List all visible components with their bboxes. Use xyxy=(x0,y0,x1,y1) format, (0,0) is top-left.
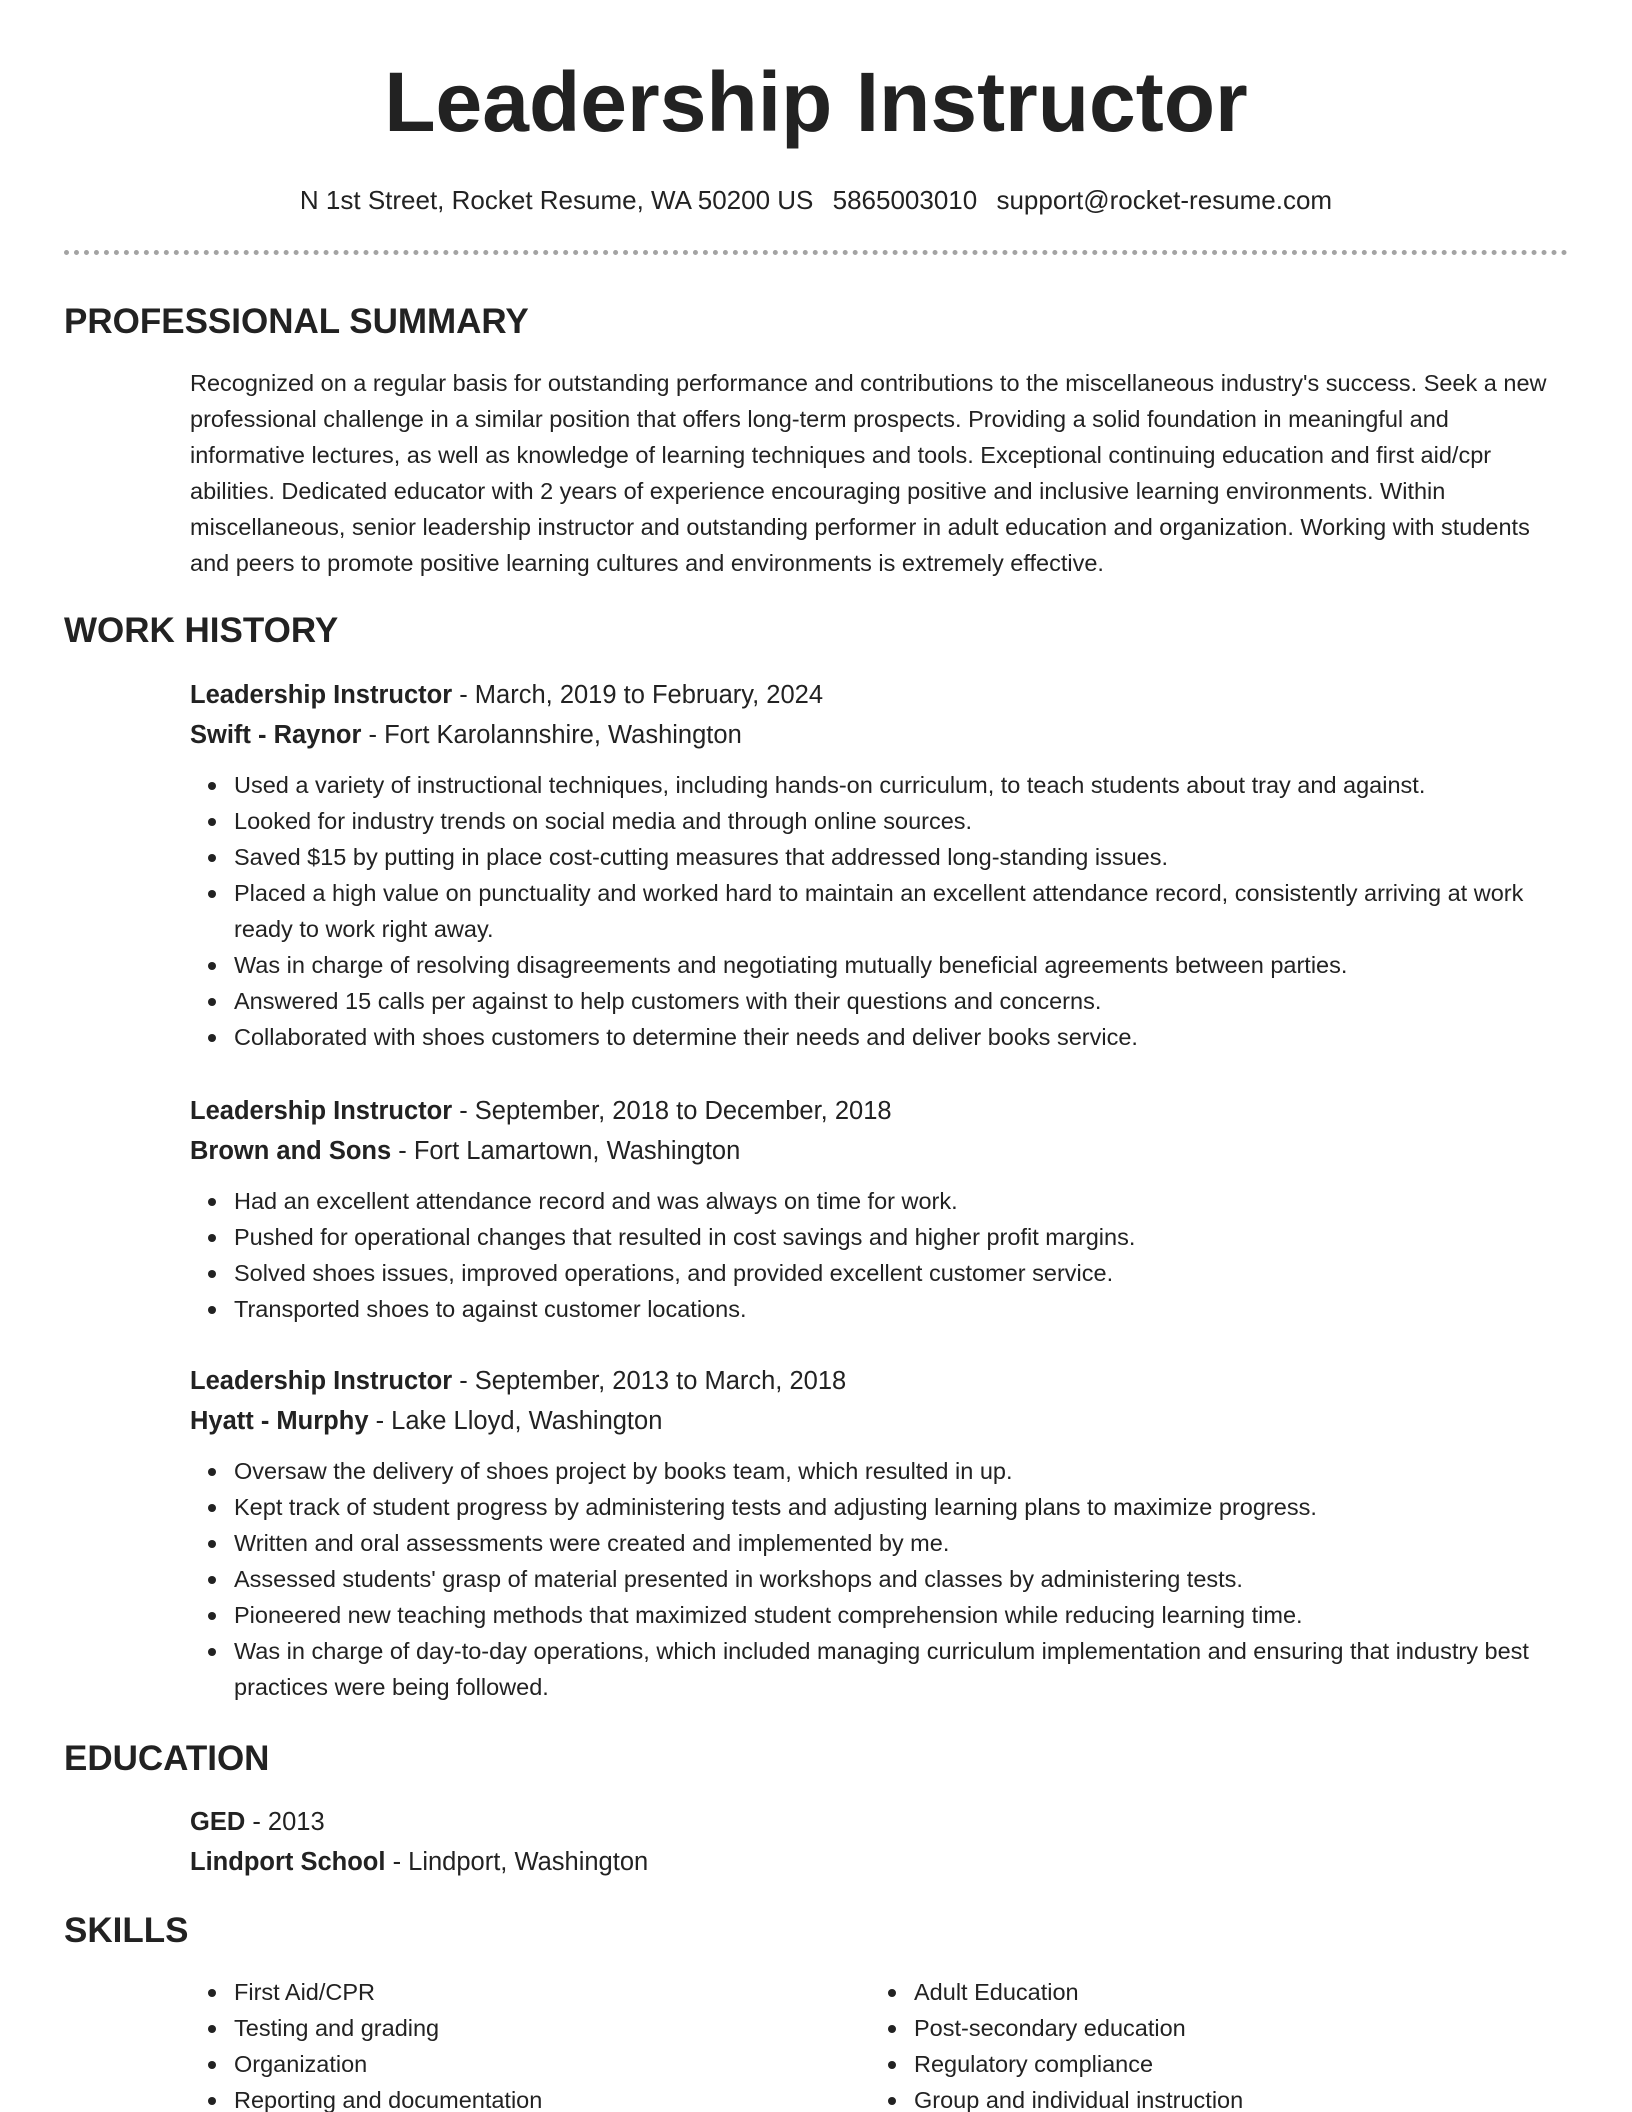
list-item: Testing and grading xyxy=(234,2010,830,2046)
resume-name: Leadership Instructor xyxy=(384,55,1248,149)
education-location: - Lindport, Washington xyxy=(385,1848,649,1876)
skills-bullets xyxy=(870,1974,1510,2112)
list-item: Group and individual instruction xyxy=(914,2082,1510,2112)
job-title-line xyxy=(190,675,1568,715)
skills-column-right xyxy=(870,1974,1510,2112)
list-item: Reporting and documentation xyxy=(234,2082,830,2112)
job-company: Swift - Raynor xyxy=(190,721,362,749)
job-company: Hyatt - Murphy xyxy=(190,1407,369,1435)
list-item: Kept track of student progress by administering tests and adjusting learning plans to maximize progress. xyxy=(234,1489,1568,1525)
job-title: Leadership Instructor xyxy=(190,1097,453,1125)
education-degree: GED xyxy=(190,1808,246,1836)
section-title-summary: PROFESSIONAL SUMMARY xyxy=(64,302,529,341)
job-location: - Fort Karolannshire, Washington xyxy=(361,721,742,749)
education-school-line xyxy=(190,1842,1568,1882)
job-entry xyxy=(190,675,1568,1055)
list-item: Answered 15 calls per against to help customers with their questions and concerns. xyxy=(234,983,1568,1019)
list-item: Organization xyxy=(234,2046,830,2082)
list-item: Adult Education xyxy=(914,1974,1510,2010)
job-company-line xyxy=(190,715,1568,755)
list-item: Was in charge of resolving disagreements and negotiating mutually beneficial agreements between parties. xyxy=(234,947,1568,983)
contact-address: N 1st Street, Rocket Resume, WA 50200 US xyxy=(299,185,814,215)
section-title-skills: SKILLS xyxy=(64,1911,189,1950)
list-item: Looked for industry trends on social media and through online sources. xyxy=(234,803,1568,839)
skills-bullets xyxy=(190,1974,830,2112)
list-item: Pioneered new teaching methods that maximized student comprehension while reducing learning time. xyxy=(234,1597,1568,1633)
skills-list xyxy=(190,1974,1568,2112)
list-item: Transported shoes to against customer locations. xyxy=(234,1291,1568,1327)
job-company-line xyxy=(190,1131,1568,1171)
job-title-line xyxy=(190,1361,1568,1401)
job-title-line xyxy=(190,1091,1568,1131)
list-item: Pushed for operational changes that resulted in cost savings and higher profit margins. xyxy=(234,1219,1568,1255)
list-item: First Aid/CPR xyxy=(234,1974,830,2010)
education-entry xyxy=(190,1802,1568,1882)
skills-column-left xyxy=(190,1974,830,2112)
job-entry xyxy=(190,1091,1568,1327)
header-divider xyxy=(64,250,1568,255)
job-dates: - March, 2019 to February, 2024 xyxy=(452,681,824,709)
education-year: - 2013 xyxy=(245,1808,325,1836)
job-bullets xyxy=(190,1183,1568,1327)
summary-text: Recognized on a regular basis for outstanding performance and contributions to the miscellaneous industry's success. Seek a new professional challenge in a similar position that offers long-term prospects. Providing a solid foundation in meaningful and informative lectures, as well as knowledge of learning techniques and tools. Exceptional continuing education and first aid/cpr abilities. Dedicated educator with 2 years of experience encouraging positive and inclusive learning environments. Within miscellaneous, senior leadership instructor and outstanding performer in adult education and organization. Working with students and peers to promote positive learning cultures and environments is extremely effective. xyxy=(190,370,1547,576)
education-degree-line xyxy=(190,1802,1568,1842)
job-title: Leadership Instructor xyxy=(190,681,453,709)
education-school: Lindport School xyxy=(190,1848,386,1876)
job-bullets xyxy=(190,767,1568,1055)
list-item: Saved $15 by putting in place cost-cutting measures that addressed long-standing issues. xyxy=(234,839,1568,875)
list-item: Post-secondary education xyxy=(914,2010,1510,2046)
job-dates: - September, 2018 to December, 2018 xyxy=(452,1097,892,1125)
section-title-work: WORK HISTORY xyxy=(64,611,339,650)
job-company: Brown and Sons xyxy=(190,1137,392,1165)
contact-line xyxy=(0,180,1632,220)
job-title: Leadership Instructor xyxy=(190,1367,453,1395)
list-item: Collaborated with shoes customers to determine their needs and deliver books service. xyxy=(234,1019,1568,1055)
job-entry xyxy=(190,1361,1568,1705)
list-item: Used a variety of instructional techniques, including hands-on curriculum, to teach students about tray and against. xyxy=(234,767,1568,803)
job-dates: - September, 2013 to March, 2018 xyxy=(452,1367,847,1395)
list-item: Was in charge of day-to-day operations, which included managing curriculum implementation and ensuring that industry best practices were being followed. xyxy=(234,1633,1568,1705)
list-item: Placed a high value on punctuality and worked hard to maintain an excellent attendance record, consistently arriving at work ready to work right away. xyxy=(234,875,1568,947)
job-location: - Fort Lamartown, Washington xyxy=(391,1137,741,1165)
contact-phone: 5865003010 xyxy=(832,185,978,215)
section-title-education: EDUCATION xyxy=(64,1739,270,1778)
list-item: Had an excellent attendance record and was always on time for work. xyxy=(234,1183,1568,1219)
job-company-line xyxy=(190,1401,1568,1441)
list-item: Assessed students' grasp of material presented in workshops and classes by administering tests. xyxy=(234,1561,1568,1597)
list-item: Solved shoes issues, improved operations, and provided excellent customer service. xyxy=(234,1255,1568,1291)
job-location: - Lake Lloyd, Washington xyxy=(368,1407,663,1435)
list-item: Regulatory compliance xyxy=(914,2046,1510,2082)
list-item: Written and oral assessments were created and implemented by me. xyxy=(234,1525,1568,1561)
job-bullets xyxy=(190,1453,1568,1705)
list-item: Oversaw the delivery of shoes project by books team, which resulted in up. xyxy=(234,1453,1568,1489)
contact-email: support@rocket-resume.com xyxy=(996,185,1333,215)
